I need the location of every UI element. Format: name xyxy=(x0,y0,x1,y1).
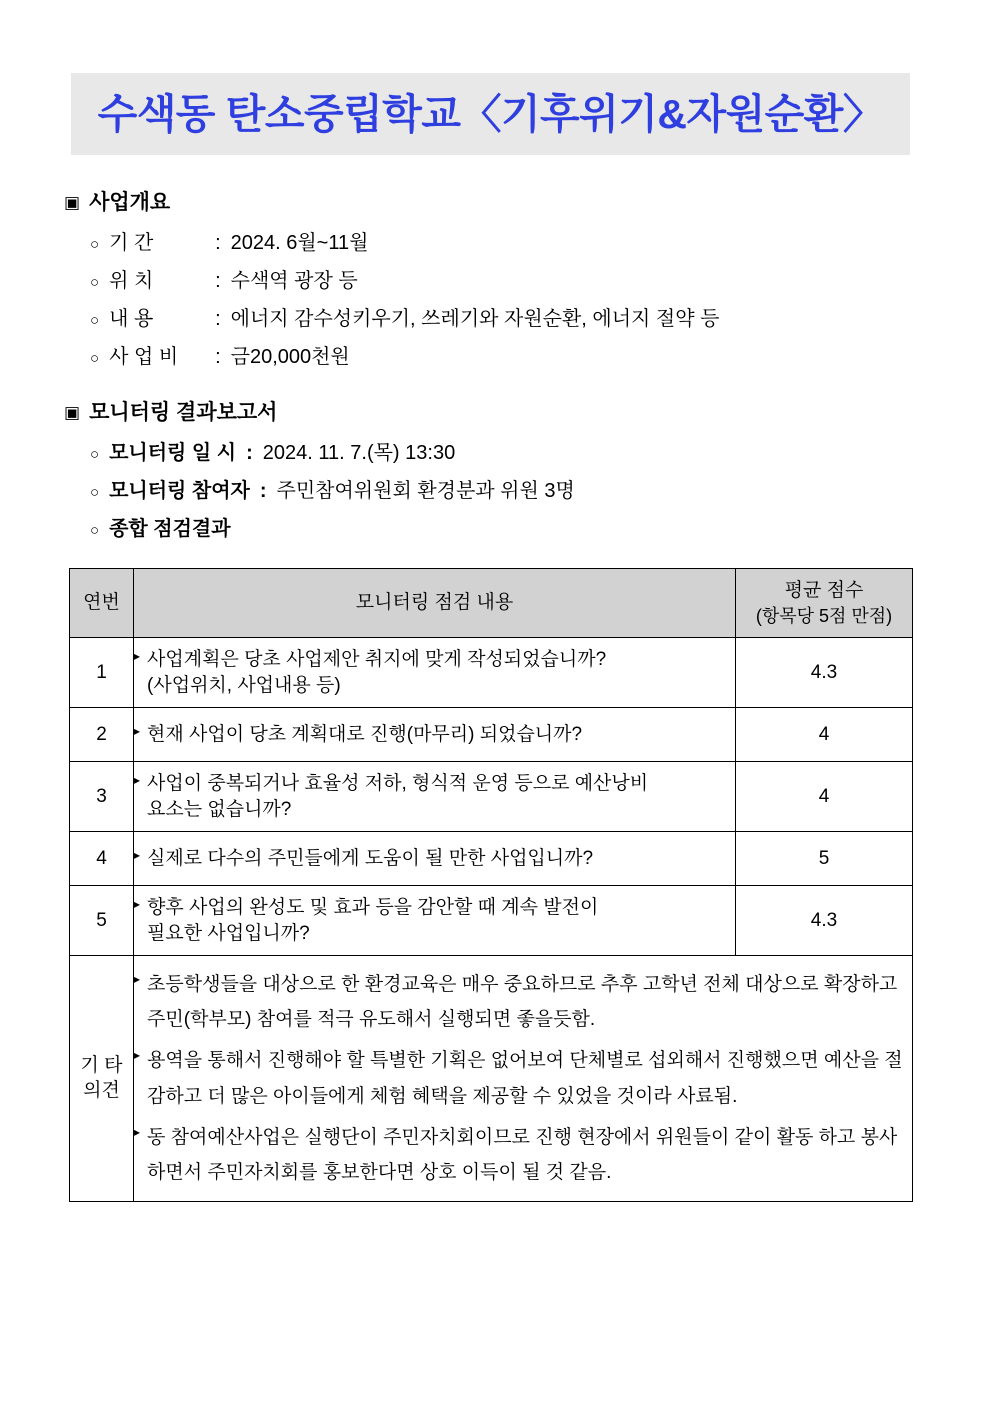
monitoring-item-datetime xyxy=(90,443,924,463)
monitoring-result-heading xyxy=(90,519,924,539)
triangle-bullet-icon: ▸ xyxy=(134,1124,141,1139)
overview-budget-value: 금20,000천원 xyxy=(230,346,350,369)
etc-opinion-item xyxy=(134,1043,912,1113)
row-content-line1: 사업이 중복되거나 효율성 저하, 형식적 운영 등으로 예산낭비 xyxy=(147,772,649,794)
table-row xyxy=(70,708,913,762)
triangle-bullet-icon: ▸ xyxy=(134,847,141,862)
square-bullet-icon: ▣ xyxy=(64,403,81,422)
row-content-line2: 필요한 사업입니까? xyxy=(147,922,310,944)
row-score: 5 xyxy=(736,832,913,886)
row-content-line2: 요소는 없습니까? xyxy=(147,798,292,820)
col-header-no: 연번 xyxy=(70,569,134,638)
overview-content-label: 내 용 xyxy=(109,308,154,331)
table-row xyxy=(70,886,913,956)
row-score: 4.3 xyxy=(736,886,913,956)
monitoring-participants-sep: : xyxy=(259,480,267,503)
row-number: 3 xyxy=(70,762,134,832)
overview-heading-label: 사업개요 xyxy=(89,191,171,214)
overview-period-label: 기 간 xyxy=(109,232,154,255)
overview-period-value: 2024. 6월~11월 xyxy=(230,232,369,255)
row-content-line2: (사업위치, 사업내용 등) xyxy=(147,674,341,696)
overview-item-period xyxy=(90,233,924,253)
row-content xyxy=(134,638,736,708)
overview-heading xyxy=(64,190,924,215)
col-header-score-main: 평균 점수 xyxy=(784,580,864,602)
etc-label-line2: 의견 xyxy=(83,1079,120,1101)
overview-content-value: 에너지 감수성키우기, 쓰레기와 자원순환, 에너지 절약 등 xyxy=(230,308,720,331)
table-row xyxy=(70,638,913,708)
circle-bullet-icon: ○ xyxy=(90,274,100,292)
monitoring-heading-label: 모니터링 결과보고서 xyxy=(89,401,278,424)
etc-opinion-text: 용역을 통해서 진행해야 할 특별한 기획은 없어보여 단체별로 섭외해서 진행했으면 예산을 절감하고 더 많은 아이들에게 체험 혜택을 제공할 수 있었을 것이라 사료됨. xyxy=(147,1050,903,1107)
etc-opinion-text: 초등학생들을 대상으로 한 환경교육은 매우 중요하므로 추후 고학년 전체 대상으로 확장하고 주민(학부모) 참여를 적극 유도해서 실행되면 좋을듯함. xyxy=(147,974,898,1031)
overview-location-label: 위 치 xyxy=(109,270,154,293)
overview-content-sep: : xyxy=(215,308,221,331)
row-number: 5 xyxy=(70,886,134,956)
triangle-bullet-icon: ▸ xyxy=(134,772,141,787)
monitoring-section xyxy=(64,400,924,539)
monitoring-item-participants xyxy=(90,481,924,501)
square-bullet-icon: ▣ xyxy=(64,193,81,212)
triangle-bullet-icon: ▸ xyxy=(134,896,141,911)
etc-opinion-item xyxy=(134,967,912,1037)
col-header-score xyxy=(736,569,913,638)
etc-label-line1: 기 타 xyxy=(80,1054,123,1076)
document-title-band xyxy=(71,73,910,155)
triangle-bullet-icon: ▸ xyxy=(134,648,141,663)
monitoring-datetime-value: 2024. 11. 7.(목) 13:30 xyxy=(262,442,456,465)
circle-bullet-icon: ○ xyxy=(90,236,100,254)
circle-bullet-icon: ○ xyxy=(90,484,100,502)
overview-budget-label: 사 업 비 xyxy=(109,346,179,369)
overview-location-value: 수색역 광장 등 xyxy=(230,270,358,293)
row-content xyxy=(134,762,736,832)
circle-bullet-icon: ○ xyxy=(90,522,100,540)
page-title: 수색동 탄소중립학교〈기후위기&자원순환〉 xyxy=(97,90,884,137)
monitoring-participants-label: 모니터링 참여자 xyxy=(109,480,250,503)
row-content-text xyxy=(147,771,735,822)
overview-location-sep: : xyxy=(215,270,221,293)
row-score: 4 xyxy=(736,762,913,832)
col-header-score-sub: (항목당 5점 만점) xyxy=(755,605,893,626)
overview-period-sep: : xyxy=(215,232,221,255)
etc-opinion-text: 동 참여예산사업은 실행단이 주민자치회이므로 진행 현장에서 위원들이 같이 활동 하고 봉사하면서 주민자치회를 홍보한다면 상호 이득이 될 것 같음. xyxy=(147,1126,898,1183)
row-number: 2 xyxy=(70,708,134,762)
row-number: 1 xyxy=(70,638,134,708)
overview-item-budget xyxy=(90,347,924,367)
triangle-bullet-icon: ▸ xyxy=(134,972,141,987)
row-score: 4.3 xyxy=(736,638,913,708)
triangle-bullet-icon: ▸ xyxy=(134,723,141,738)
row-content-text xyxy=(147,647,735,698)
monitoring-results-table-wrap xyxy=(69,568,912,1202)
row-content-text xyxy=(147,895,735,946)
table-header-row xyxy=(70,569,913,638)
monitoring-datetime-label: 모니터링 일 시 xyxy=(109,442,237,465)
row-content-text: 현재 사업이 당초 계획대로 진행(마무리) 되었습니까? xyxy=(147,723,583,745)
row-number: 4 xyxy=(70,832,134,886)
etc-opinions-label xyxy=(70,956,134,1202)
row-content xyxy=(134,832,736,886)
col-header-content: 모니터링 점검 내용 xyxy=(134,569,736,638)
row-score: 4 xyxy=(736,708,913,762)
row-content-text: 실제로 다수의 주민들에게 도움이 될 만한 사업입니까? xyxy=(147,847,594,869)
table-row xyxy=(70,762,913,832)
table-row-etc-opinions xyxy=(70,956,913,1202)
etc-opinion-item xyxy=(134,1120,912,1190)
monitoring-results-table xyxy=(69,568,913,1202)
row-content xyxy=(134,708,736,762)
overview-item-location xyxy=(90,271,924,291)
monitoring-participants-value: 주민참여위원회 환경분과 위원 3명 xyxy=(276,480,575,503)
circle-bullet-icon: ○ xyxy=(90,312,100,330)
overview-section xyxy=(64,190,924,367)
row-content-line1: 향후 사업의 완성도 및 효과 등을 감안할 때 계속 발전이 xyxy=(147,896,599,918)
monitoring-result-label: 종합 점검결과 xyxy=(109,518,231,541)
table-row xyxy=(70,832,913,886)
monitoring-datetime-sep: : xyxy=(246,442,253,465)
circle-bullet-icon: ○ xyxy=(90,350,100,368)
circle-bullet-icon: ○ xyxy=(90,446,100,464)
triangle-bullet-icon: ▸ xyxy=(134,1048,141,1063)
row-content-line1: 사업계획은 당초 사업제안 취지에 맞게 작성되었습니까? xyxy=(147,648,607,670)
etc-opinions-body xyxy=(134,956,913,1202)
row-content xyxy=(134,886,736,956)
monitoring-heading xyxy=(64,400,924,425)
overview-item-content xyxy=(90,309,924,329)
overview-budget-sep: : xyxy=(215,346,221,369)
